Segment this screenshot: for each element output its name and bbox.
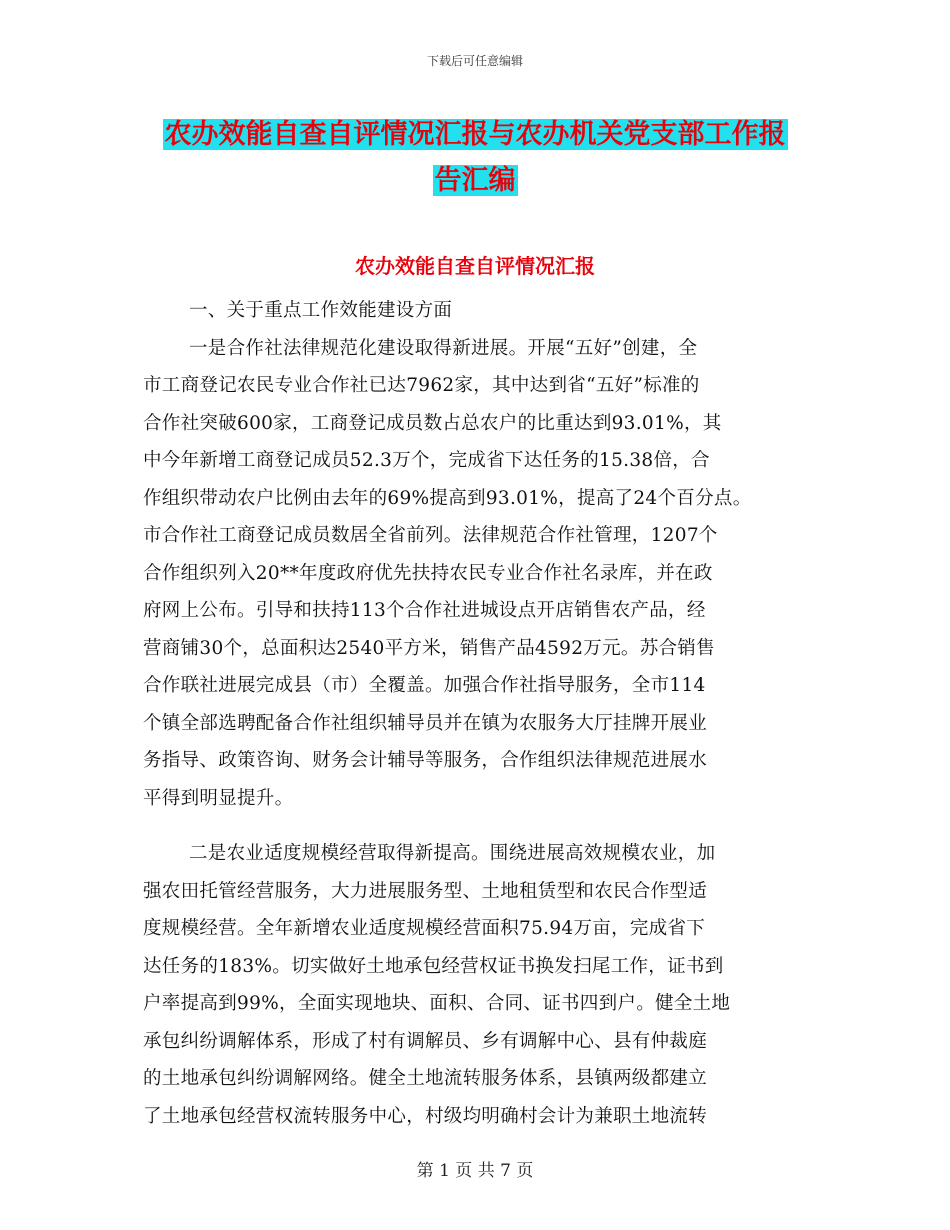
paragraph-line: 户率提高到99%，全面实现地块、面积、合同、证书四到户。健全土地: [143, 993, 731, 1014]
paragraph-line: 府网上公布。引导和扶持113个合作社进城设点开店销售农产品，经: [143, 600, 706, 621]
paragraph-line: 市工商登记农民专业合作社已达7962家，其中达到省“五好”标准的: [143, 375, 700, 396]
paragraph-line: 合作社突破600家，工商登记成员数占总农户的比重达到93.01%，其: [143, 412, 722, 434]
paragraph-line: 强农田托管经营服务，大力进展服务型、土地租赁型和农民合作型适: [143, 880, 708, 902]
paragraph-line: 平得到明显提升。: [143, 787, 294, 809]
document-title: [0, 112, 950, 204]
paragraph-line: 二是农业适度规模经营取得新提高。围绕进展高效规模农业，加: [189, 843, 716, 864]
paragraph-line: 中今年新增工商登记成员52.3万个，完成省下达任务的15.38倍，合: [143, 450, 710, 471]
header-note: 下载后可任意编辑: [426, 54, 523, 68]
section-title: 农办效能自查自评情况汇报: [355, 254, 595, 278]
paragraph-line: 作组织带动农户比例由去年的69%提高到93.01%，提高了24个百分点。: [143, 487, 752, 509]
paragraph-line: 度规模经营。全年新增农业适度规模经营面积75.94万亩，完成省下: [143, 918, 706, 939]
paragraph-line: 承包纠纷调解体系，形成了村有调解员、乡有调解中心、县有仲裁庭: [143, 1030, 708, 1052]
document-title-line-1: 农办效能自查自评情况汇报与农办机关党支部工作报: [164, 119, 786, 150]
heading-1: 一、关于重点工作效能建设方面: [189, 300, 453, 321]
paragraph-line: 一是合作社法律规范化建设取得新进展。开展“五好”创建，全: [189, 337, 698, 359]
paragraph-line: 个镇全部选聘配备合作社组织辅导员并在镇为农服务大厅挂牌开展业: [143, 712, 708, 734]
body-text: [143, 292, 808, 1135]
page-number: 第 1 页 共 7 页: [416, 1161, 534, 1181]
paragraph-line: 合作组织列入20**年度政府优先扶持农民专业合作社名录库，并在政: [143, 562, 713, 584]
paragraph-line: 市合作社工商登记成员数居全省前列。法律规范合作社管理，1207个: [143, 525, 718, 546]
paragraph-line: 务指导、政策咨询、财务会计辅导等服务，合作组织法律规范进展水: [143, 750, 708, 771]
paragraph-2: [143, 835, 808, 1135]
paragraph-line: 了土地承包经营权流转服务中心，村级均明确村会计为兼职土地流转: [143, 1105, 708, 1127]
paragraph-gap: [143, 817, 808, 835]
paragraph-line: 营商铺30个，总面积达2540平方米，销售产品4592万元。苏合销售: [143, 637, 715, 659]
paragraph-line: 合作联社进展完成县（市）全覆盖。加强合作社指导服务，全市114: [143, 675, 706, 696]
paragraph-1: [143, 330, 808, 818]
paragraph-line: 达任务的183%。切实做好土地承包经营权证书换发扫尾工作，证书到: [143, 955, 724, 977]
document-title-line-2: 告汇编: [434, 165, 516, 196]
paragraph-line: 的土地承包纠纷调解网络。健全土地流转服务体系，县镇两级都建立: [143, 1068, 708, 1089]
